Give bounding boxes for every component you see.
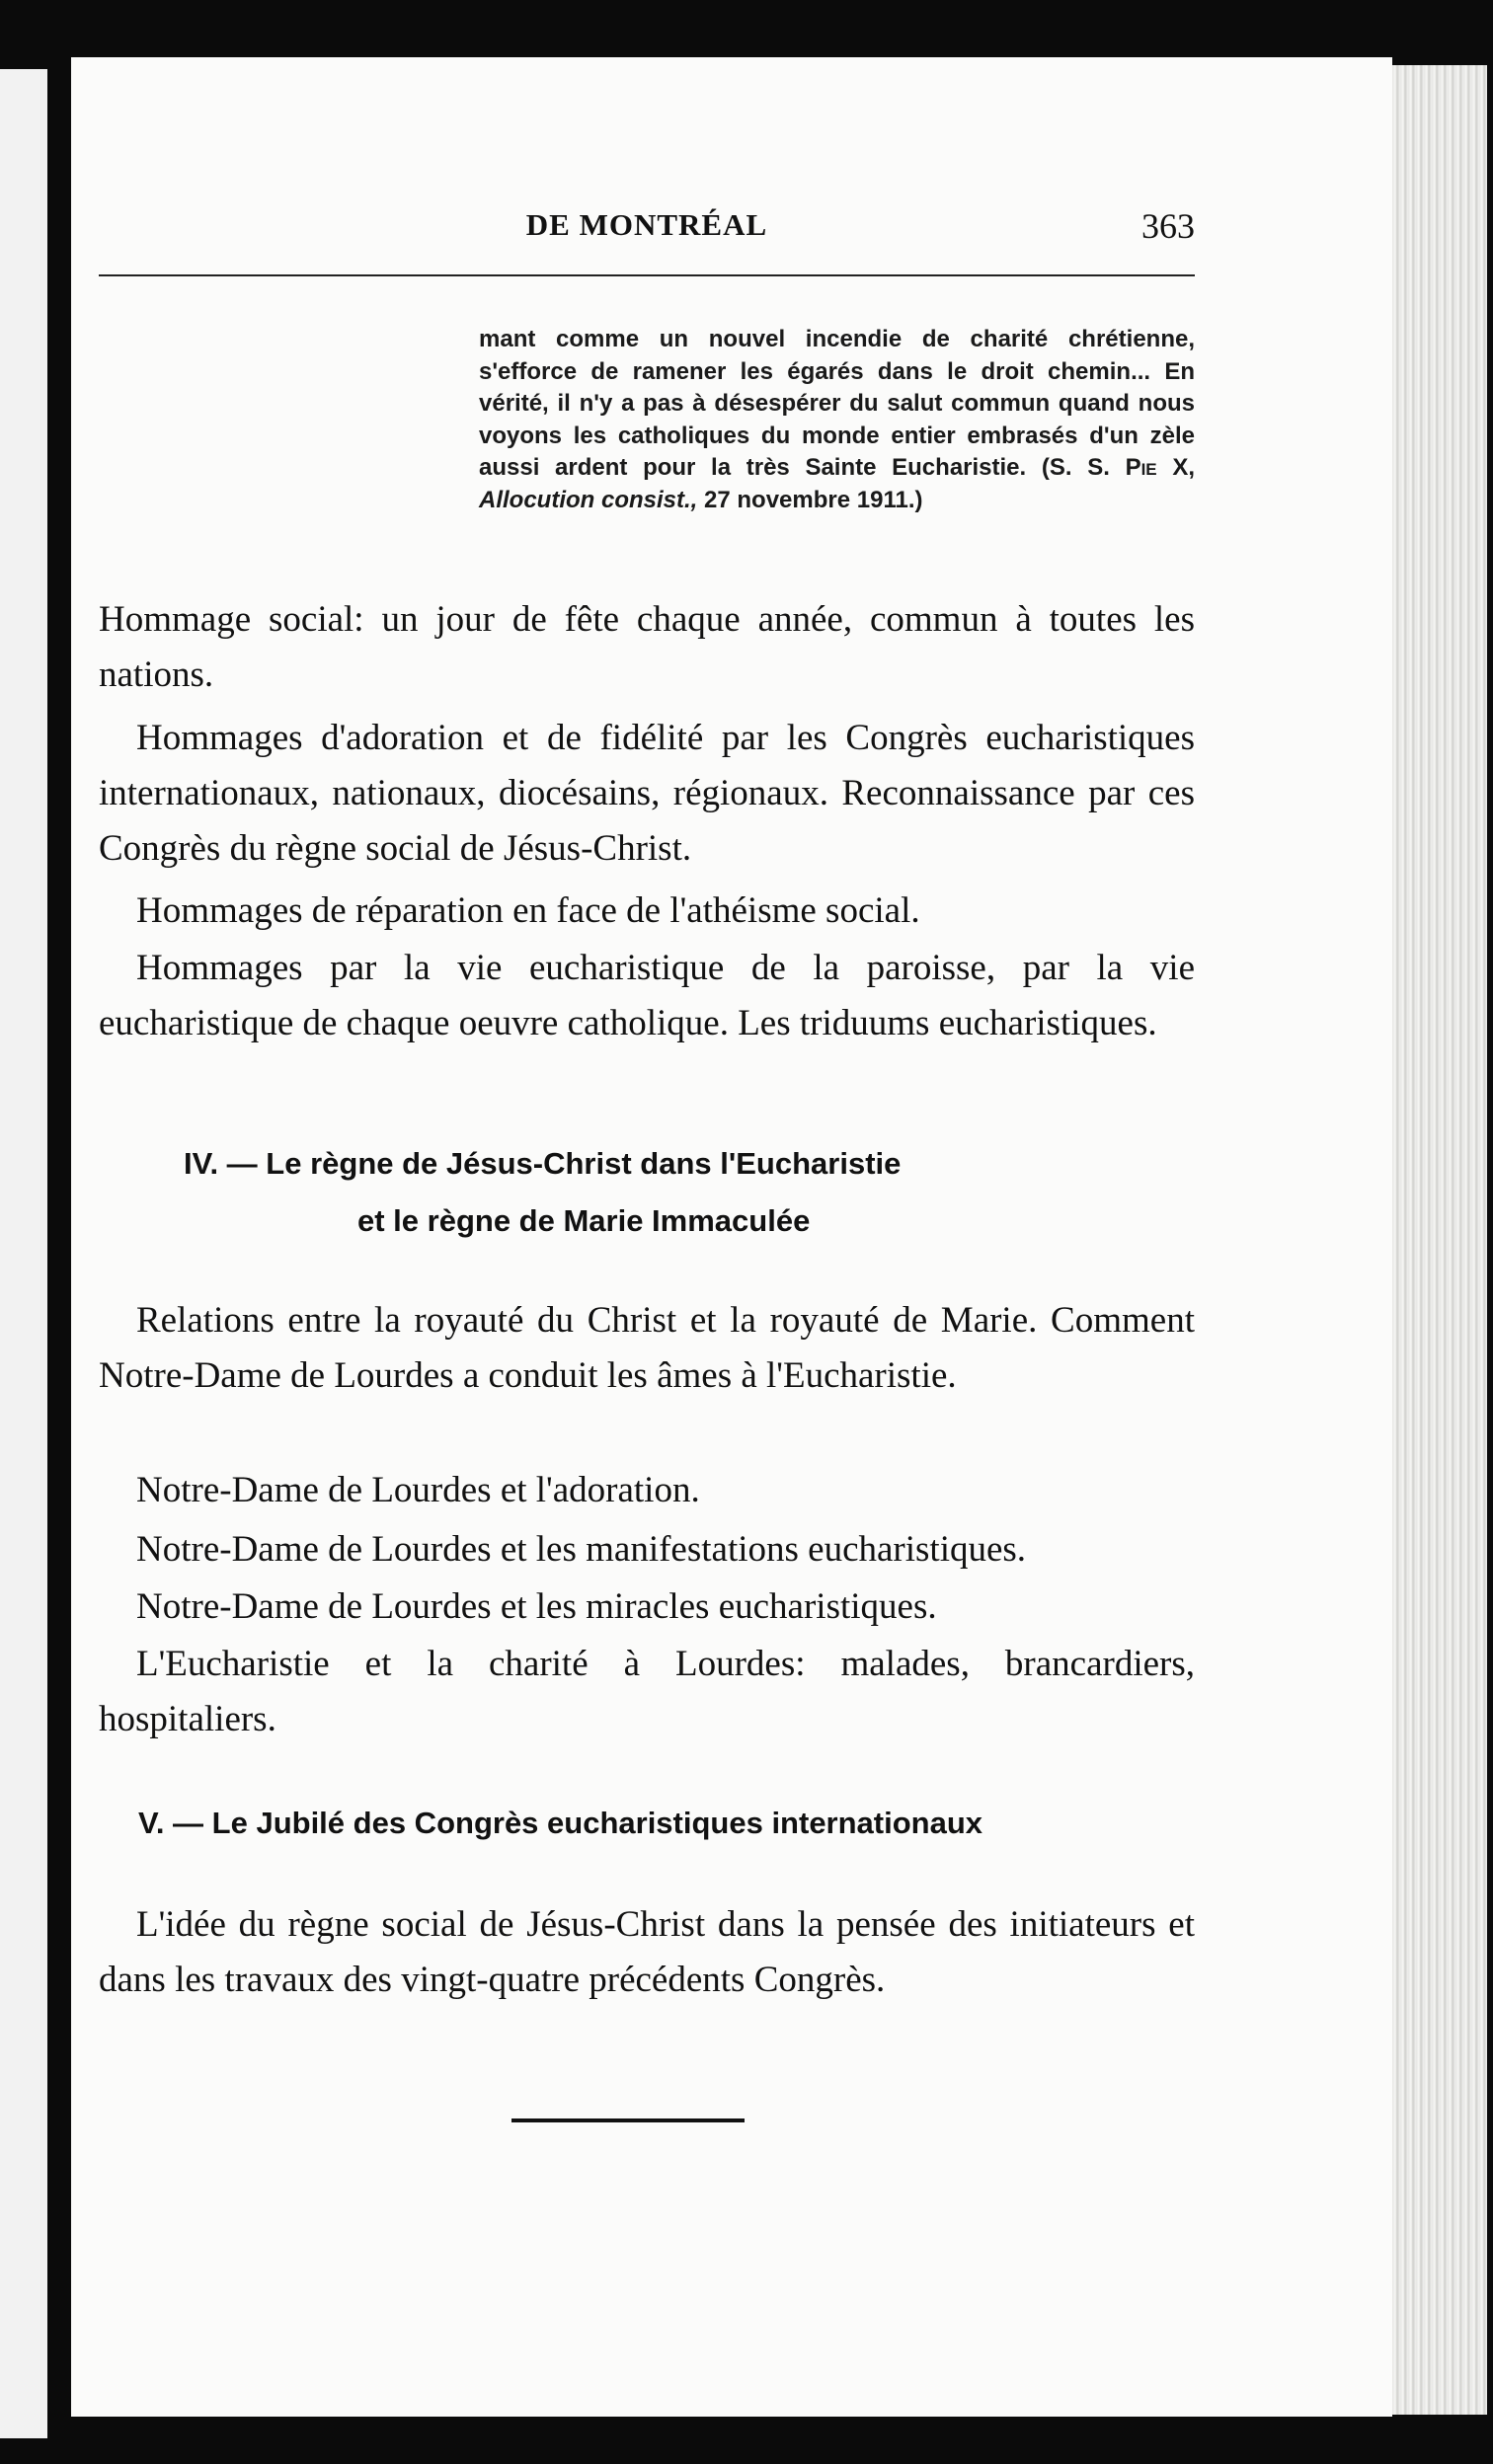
paragraph-hommages-reparation: Hommages de réparation en face de l'athéisme social. xyxy=(136,890,920,931)
paragraph-hommage-social: Hommage social: un jour de fête chaque année, commun à toutes les nations. xyxy=(99,599,1195,695)
paragraph-charite: L'Eucharistie et la charité à Lourdes: malades, brancardiers, hospitaliers. xyxy=(99,1644,1195,1739)
paragraph-nd-manifestations: Notre-Dame de Lourdes et les manifestations eucharistiques. xyxy=(136,1529,1027,1570)
quote-work-title: Allocution consist., xyxy=(479,486,698,513)
facing-page-edge xyxy=(0,69,47,2438)
paragraph-hommages-adoration: Hommages d'adoration et de fidélité par les Congrès eucharistiques internationaux, nationaux, diocésains, régionaux. Reconnaissance par ces Congrès du règne social de Jésus-Christ. xyxy=(99,718,1195,869)
header-rule xyxy=(99,274,1195,276)
running-title: DE MONTRÉAL xyxy=(525,207,768,242)
paragraph-relations: Relations entre la royauté du Christ et la royauté de Marie. Comment Notre-Dame de Lourdes a conduit les âmes à l'Eucharistie. xyxy=(99,1300,1195,1396)
papal-quote xyxy=(479,324,1195,516)
quote-pope-number: X, xyxy=(1156,454,1196,481)
end-rule xyxy=(511,2118,745,2122)
quote-text: mant comme un nouvel incendie de charité chrétienne, s'efforce de ramener les égarés dans le droit chemin... En vérité, il n'y a pas à désespérer du salut commun quand nous voyons les catholiques du monde entier embrasés d'un zèle aussi ardent pour la très Sainte Eucharistie. (S. S. xyxy=(479,326,1195,481)
section-5-heading: V. — Le Jubilé des Congrès eucharistiques internationaux xyxy=(138,1806,983,1840)
section-4-heading-line1: IV. — Le règne de Jésus-Christ dans l'Eucharistie xyxy=(184,1146,902,1181)
section-4-heading-line2: et le règne de Marie Immaculée xyxy=(357,1203,811,1238)
paragraph-nd-miracles: Notre-Dame de Lourdes et les miracles eucharistiques. xyxy=(136,1586,937,1627)
quote-pope-name: Pie xyxy=(1125,454,1157,481)
paragraph-idee-regne: L'idée du règne social de Jésus-Christ dans la pensée des initiateurs et dans les travaux des vingt-quatre précédents Congrès. xyxy=(99,1904,1195,2000)
page-number: 363 xyxy=(1141,206,1195,246)
quote-date: 27 novembre 1911.) xyxy=(697,486,923,513)
paragraph-hommages-vie: Hommages par la vie eucharistique de la paroisse, par la vie eucharistique de chaque oeuvre catholique. Les triduums eucharistiques. xyxy=(99,948,1195,1043)
paragraph-nd-adoration: Notre-Dame de Lourdes et l'adoration. xyxy=(136,1470,700,1510)
